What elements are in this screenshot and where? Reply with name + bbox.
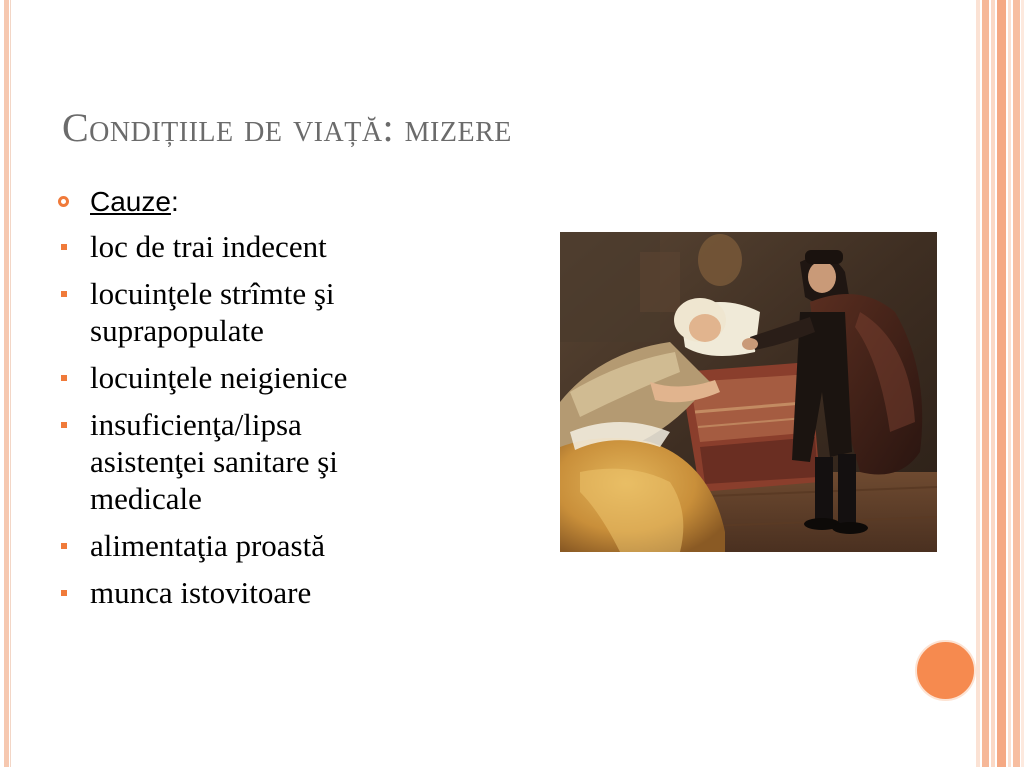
heading-suffix: : xyxy=(170,186,179,217)
ring-bullet-icon xyxy=(58,184,90,207)
left-border xyxy=(4,0,9,767)
list-item xyxy=(58,359,528,396)
list-item-text: locuinţele neigienice xyxy=(90,360,348,395)
left-border-line xyxy=(10,0,11,767)
list-item xyxy=(58,275,528,349)
list-item-text: alimentaţia proastă xyxy=(90,528,325,563)
list-item xyxy=(58,527,528,564)
square-bullet-icon xyxy=(58,228,90,250)
square-bullet-icon xyxy=(58,527,90,549)
list-item-text: locuinţele strîmte şi suprapopulate xyxy=(90,276,335,348)
right-striped-border xyxy=(976,0,1024,767)
square-bullet-icon xyxy=(58,275,90,297)
list-item xyxy=(58,574,528,611)
square-bullet-icon xyxy=(58,359,90,381)
square-bullet-icon xyxy=(58,406,90,428)
list-item-text: munca istovitoare xyxy=(90,575,312,610)
list-item xyxy=(58,406,528,517)
list-item-text: insuficienţa/lipsa asistenţei sanitare şi medicale xyxy=(90,407,338,516)
decorative-orange-dot xyxy=(915,640,976,701)
heading-label: Cauze xyxy=(90,186,171,217)
list-item xyxy=(58,228,528,265)
painting-image xyxy=(560,232,937,552)
list-heading-item xyxy=(58,184,528,220)
list-item-text: loc de trai indecent xyxy=(90,229,327,264)
bullet-list xyxy=(58,184,528,621)
slide-title: Condițiile de viață: mizere xyxy=(62,105,512,150)
square-bullet-icon xyxy=(58,574,90,596)
